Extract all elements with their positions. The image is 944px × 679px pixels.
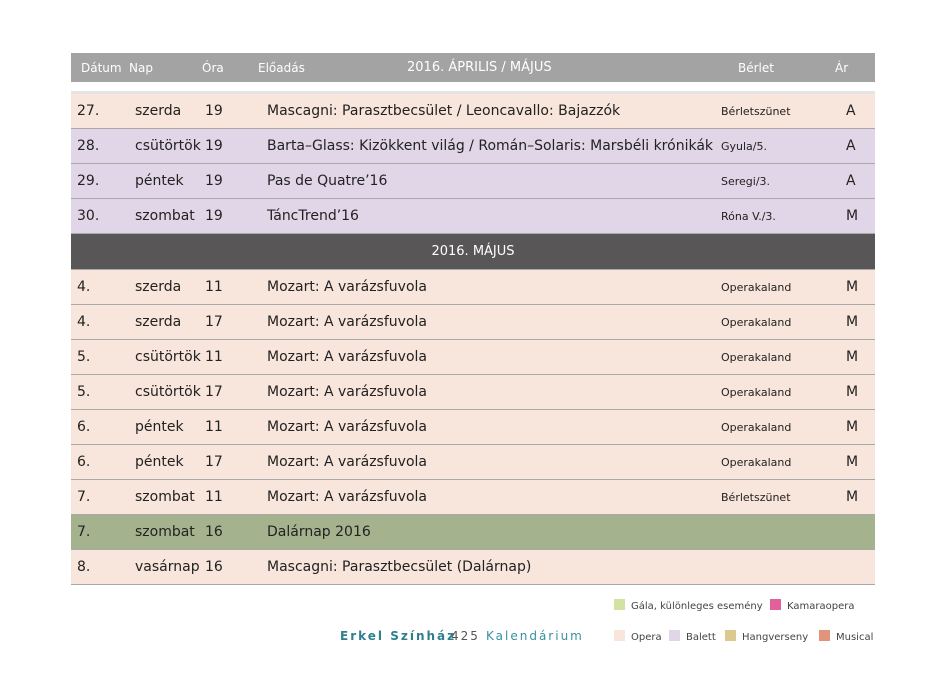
footer-page-number: 425 (451, 629, 480, 643)
cell-price: A (846, 173, 856, 189)
cell-performance: Mozart: A varázsfuvola (267, 314, 427, 330)
legend-swatch-gala (614, 599, 625, 610)
legend-swatch-hangverseny (725, 630, 736, 641)
cell-performance: Mozart: A varázsfuvola (267, 279, 427, 295)
table-row (71, 445, 875, 480)
cell-date: 28. (77, 138, 100, 154)
table-row (71, 94, 875, 129)
cell-time: 11 (205, 279, 223, 295)
legend-gala (614, 599, 763, 612)
cell-performance: Mozart: A varázsfuvola (267, 384, 427, 400)
legend-label: Musical (836, 632, 874, 643)
cell-day: szerda (135, 103, 182, 119)
cell-price: M (846, 208, 859, 224)
cell-berlet: Operakaland (721, 421, 792, 434)
header-title: 2016. ÁPRILIS / MÁJUS (407, 60, 552, 75)
cell-price: A (846, 103, 856, 119)
legend-swatch-balett (669, 630, 680, 641)
legend-label: Balett (686, 632, 716, 643)
cell-date: 7. (77, 524, 91, 540)
header-day: Nap (129, 61, 153, 75)
cell-time: 19 (205, 103, 223, 119)
header-price: Ár (835, 61, 849, 75)
cell-date: 4. (77, 279, 91, 295)
cell-berlet: Seregi/3. (721, 175, 771, 188)
legend-balett (669, 630, 716, 643)
cell-berlet: Operakaland (721, 386, 792, 399)
cell-time: 19 (205, 208, 223, 224)
legend-kamaraopera (770, 599, 854, 612)
legend-label: Hangverseny (742, 632, 809, 643)
cell-time: 17 (205, 384, 223, 400)
table-row (71, 375, 875, 410)
cell-performance: TáncTrend’16 (267, 208, 359, 224)
cell-berlet: Operakaland (721, 456, 792, 469)
table-row (71, 480, 875, 515)
legend-label: Kamaraopera (787, 601, 855, 612)
cell-time: 17 (205, 454, 223, 470)
cell-day: vasárnap (135, 559, 200, 575)
cell-time: 11 (205, 419, 223, 435)
cell-time: 19 (205, 173, 223, 189)
cell-date: 4. (77, 314, 91, 330)
cell-price: M (846, 419, 859, 435)
table-row (71, 340, 875, 375)
cell-date: 27. (77, 103, 100, 119)
table-row (71, 129, 875, 164)
table-row (71, 305, 875, 340)
cell-price: M (846, 489, 859, 505)
cell-date: 6. (77, 454, 91, 470)
legend-hangverseny (725, 630, 808, 643)
header-gap (71, 82, 875, 94)
section-heading-may: 2016. MÁJUS (71, 234, 875, 270)
cell-day: péntek (135, 454, 184, 470)
cell-performance: Mascagni: Parasztbecsület (Dalárnap) (267, 559, 532, 575)
legend-swatch-kamaraopera (770, 599, 781, 610)
cell-time: 17 (205, 314, 223, 330)
cell-performance: Dalárnap 2016 (267, 524, 371, 540)
cell-performance: Mozart: A varázsfuvola (267, 454, 427, 470)
cell-berlet: Gyula/5. (721, 140, 768, 153)
cell-time: 19 (205, 138, 223, 154)
cell-day: csütörtök (135, 349, 201, 365)
cell-berlet: Operakaland (721, 351, 792, 364)
cell-berlet: Bérletszünet (721, 491, 791, 504)
cell-day: szombat (135, 524, 195, 540)
table-row (71, 410, 875, 445)
footer-section: Kalendárium (486, 629, 584, 643)
legend-opera (614, 630, 662, 643)
cell-performance: Mascagni: Parasztbecsület / Leoncavallo: Bajazzók (267, 103, 621, 119)
cell-day: csütörtök (135, 138, 201, 154)
cell-date: 30. (77, 208, 100, 224)
cell-date: 5. (77, 384, 91, 400)
cell-day: szombat (135, 489, 195, 505)
table-row (71, 515, 875, 550)
table-row (71, 550, 875, 585)
cell-performance: Pas de Quatre’16 (267, 173, 388, 189)
table-row (71, 199, 875, 234)
header-date: Dátum (81, 61, 122, 75)
cell-time: 16 (205, 524, 223, 540)
cell-day: péntek (135, 173, 184, 189)
cell-berlet: Róna V./3. (721, 210, 776, 223)
cell-time: 11 (205, 349, 223, 365)
cell-time: 16 (205, 559, 223, 575)
cell-day: csütörtök (135, 384, 201, 400)
cell-berlet: Operakaland (721, 316, 792, 329)
cell-time: 11 (205, 489, 223, 505)
legend-swatch-opera (614, 630, 625, 641)
cell-date: 29. (77, 173, 100, 189)
cell-date: 6. (77, 419, 91, 435)
cell-berlet: Bérletszünet (721, 105, 791, 118)
schedule-table (71, 53, 875, 585)
legend-swatch-musical (819, 630, 830, 641)
legend-label: Gála, különleges esemény (631, 601, 763, 612)
cell-date: 7. (77, 489, 91, 505)
cell-day: péntek (135, 419, 184, 435)
cell-day: szerda (135, 279, 182, 295)
cell-date: 8. (77, 559, 91, 575)
cell-berlet: Operakaland (721, 281, 792, 294)
legend-musical (819, 630, 873, 643)
cell-performance: Mozart: A varázsfuvola (267, 489, 427, 505)
cell-price: M (846, 349, 859, 365)
cell-day: szerda (135, 314, 182, 330)
header-performance: Előadás (258, 61, 305, 75)
legend-label: Opera (631, 632, 662, 643)
cell-performance: Mozart: A varázsfuvola (267, 349, 427, 365)
cell-price: M (846, 384, 859, 400)
footer-theatre: Erkel Színház (340, 629, 457, 643)
cell-performance: Barta–Glass: Kizökkent világ / Román–Solaris: Marsbéli krónikák (267, 138, 714, 154)
cell-price: M (846, 454, 859, 470)
cell-date: 5. (77, 349, 91, 365)
cell-price: A (846, 138, 856, 154)
cell-price: M (846, 279, 859, 295)
cell-price: M (846, 314, 859, 330)
table-row (71, 270, 875, 305)
table-header (71, 53, 875, 82)
header-berlet: Bérlet (738, 61, 774, 75)
cell-performance: Mozart: A varázsfuvola (267, 419, 427, 435)
cell-day: szombat (135, 208, 195, 224)
table-row (71, 164, 875, 199)
header-time: Óra (202, 61, 224, 75)
